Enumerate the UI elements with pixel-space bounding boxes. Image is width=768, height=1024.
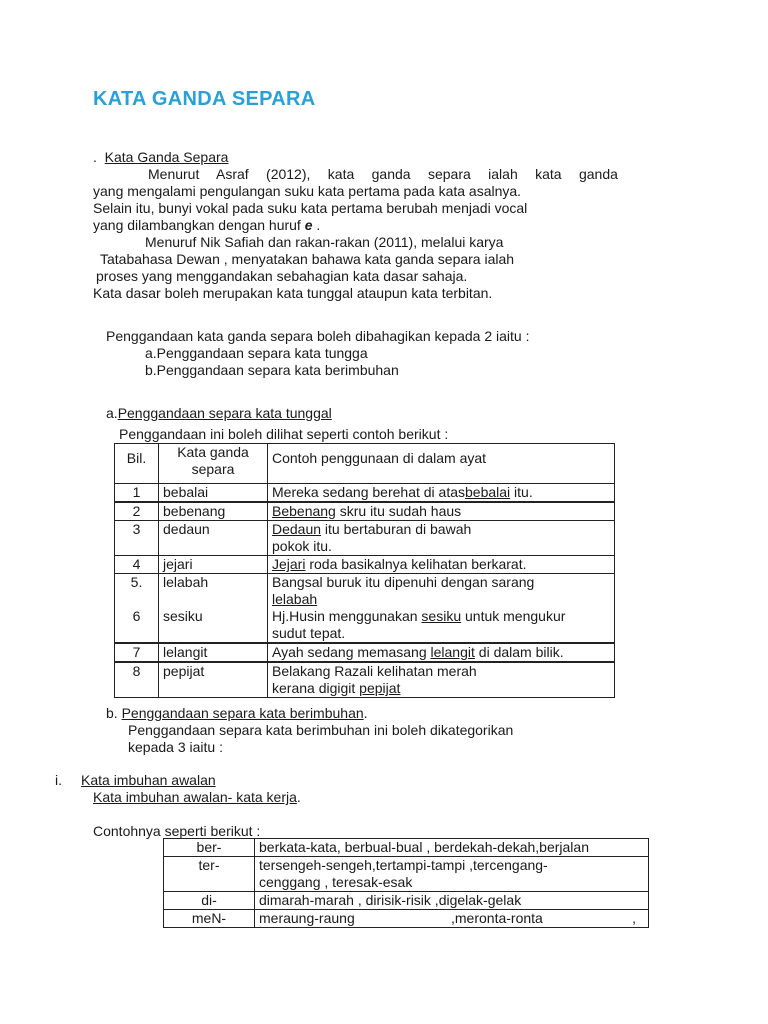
section-b-line1: Penggandaan separa kata berimbuhan ini boleh dikategorikan — [128, 722, 514, 738]
row-bil: 3 — [115, 521, 159, 556]
row-contoh — [268, 662, 615, 698]
row-bil: 5. — [115, 574, 159, 609]
row-kata: bebalai — [159, 484, 268, 503]
row-kata: dedaun — [159, 521, 268, 556]
contoh-word: bebalai — [465, 484, 511, 500]
section-b-suffix: . — [363, 705, 368, 721]
contoh-word: lelabah — [272, 591, 318, 607]
row-bil: 6 — [115, 608, 159, 643]
contoh-text: Belakang Razali kelihatan merah — [272, 663, 477, 679]
examples-line1: tersengeh-sengeh,tertampi-tampi ,tercengang- — [259, 857, 548, 873]
table-row — [164, 892, 649, 910]
table-row — [115, 502, 615, 521]
row-examples — [255, 910, 649, 928]
contoh-text: Bangsal buruk itu dipenuhi dengan sarang — [272, 574, 535, 590]
table-row — [115, 662, 615, 698]
division-item-b: b.Penggandaan separa kata berimbuhan — [145, 362, 399, 378]
section-b-prefix: b. — [106, 705, 122, 721]
para1-text: Menurut Asraf (2012), kata ganda separa ialah kata ganda — [148, 166, 618, 182]
examples-line1c: , — [632, 910, 636, 926]
section-heading-row — [93, 149, 228, 166]
section-i-subheading-row — [93, 789, 301, 806]
section-i-subheading: Kata imbuhan awalan- kata kerja — [93, 789, 297, 805]
contoh-word: Bebenang — [272, 503, 336, 519]
row-contoh — [268, 521, 615, 556]
contoh-word: lelangit — [430, 644, 475, 660]
row-contoh — [268, 608, 615, 643]
para2-line1: Menuruf Nik Safiah dan rakan-rakan (2011), melalui karya — [145, 234, 504, 250]
contoh-text-end: itu bertaburan di bawah — [321, 521, 472, 537]
table-row — [115, 484, 615, 503]
row-kata: sesiku — [159, 608, 268, 643]
row-prefix: di- — [164, 892, 255, 910]
para3: Kata dasar boleh merupakan kata tunggal ataupun kata terbitan. — [93, 285, 493, 301]
row-prefix: meN- — [164, 910, 255, 928]
header-kata — [159, 444, 268, 484]
row-bil: 7 — [115, 643, 159, 662]
para1-line4-text: yang dilambangkan dengan huruf — [93, 217, 305, 233]
row-kata: jejari — [159, 556, 268, 574]
section-a-heading-row — [106, 405, 332, 422]
contoh-text-end: itu. — [510, 484, 533, 500]
examples-line1: meraung-raung — [259, 910, 355, 926]
division-item-a: a.Penggandaan separa kata tungga — [145, 345, 368, 361]
contoh-text: Hj.Husin menggunakan — [272, 608, 422, 624]
row-contoh — [268, 502, 615, 521]
section-b-line2: kepada 3 iaitu : — [128, 739, 223, 755]
row-kata: lelabah — [159, 574, 268, 609]
contoh-text: Mereka sedang berehat di atas — [272, 484, 466, 500]
contoh-text: Ayah sedang memasang — [272, 644, 431, 660]
contoh-line2: sudut tepat. — [272, 625, 346, 641]
table-row — [164, 857, 649, 892]
bullet: . — [93, 149, 97, 165]
example-table — [114, 443, 615, 698]
row-kata: pepijat — [159, 662, 268, 698]
row-bil: 4 — [115, 556, 159, 574]
row-contoh — [268, 484, 615, 503]
contoh-text-end: di dalam bilik. — [474, 644, 564, 660]
row-examples — [255, 857, 649, 892]
row-prefix: ber- — [164, 839, 255, 857]
section-a-heading: Penggandaan separa kata tunggal — [117, 405, 332, 421]
contoh-line2: kerana digigit — [272, 680, 360, 696]
prefix-table — [163, 838, 649, 928]
contoh-text-end: untuk mengukur — [461, 608, 566, 624]
contoh-word: sesiku — [421, 608, 462, 624]
section-heading: Kata Ganda Separa — [104, 149, 229, 165]
para1-line1 — [93, 166, 670, 183]
table-row — [115, 643, 615, 662]
para1-line4-end: . — [312, 217, 321, 233]
examples-line2: cenggang , teresak-esak — [259, 874, 413, 890]
section-a-intro: Penggandaan ini boleh dilihat seperti contoh berikut : — [119, 426, 449, 442]
division-intro: Penggandaan kata ganda separa boleh dibahagikan kepada 2 iaitu : — [106, 328, 530, 344]
section-i-subsuffix: . — [296, 789, 301, 805]
row-examples: berkata-kata, berbual-bual , berdekah-dekah,berjalan — [255, 839, 649, 857]
contoh-word: pepijat — [359, 680, 401, 696]
section-a-prefix: a. — [106, 405, 118, 421]
para1-line2: yang mengalami pengulangan suku kata pertama pada kata asalnya. — [93, 183, 522, 199]
section-i-intro: Contohnya seperti berikut : — [93, 823, 261, 839]
para2-line2: Tatabahasa Dewan , menyatakan bahawa kata ganda separa ialah — [100, 251, 515, 267]
para2-line3: proses yang menggandakan sebahagian kata dasar sahaja. — [96, 268, 468, 284]
table-row — [115, 608, 615, 643]
table-row — [115, 521, 615, 556]
section-b-heading-row — [106, 705, 368, 722]
row-kata: bebenang — [159, 502, 268, 521]
row-bil: 1 — [115, 484, 159, 503]
table-row — [164, 839, 649, 857]
section-i-numeral: i. — [55, 772, 62, 788]
row-contoh — [268, 643, 615, 662]
row-kata: lelangit — [159, 643, 268, 662]
row-examples: dimarah-marah , dirisik-risik ,digelak-gelak — [255, 892, 649, 910]
row-bil: 2 — [115, 502, 159, 521]
header-kata-line1: Kata ganda — [177, 444, 249, 460]
table-row — [115, 556, 615, 574]
para1-line4 — [93, 217, 320, 234]
row-contoh — [268, 574, 615, 609]
contoh-word: Dedaun — [272, 521, 322, 537]
section-b-heading: Penggandaan separa kata berimbuhan — [121, 705, 364, 721]
letter-e: e — [304, 217, 313, 233]
section-i-heading: Kata imbuhan awalan — [81, 772, 216, 788]
table-row — [164, 910, 649, 928]
contoh-text-end: roda basikalnya kelihatan berkarat. — [305, 556, 527, 572]
examples-line1b: ,meronta-ronta — [451, 910, 543, 926]
header-kata-line2: separa — [191, 461, 235, 477]
page-title: KATA GANDA SEPARA — [93, 88, 316, 110]
row-contoh — [268, 556, 615, 574]
table-header-row — [115, 444, 615, 484]
para1-line3: Selain itu, bunyi vokal pada suku kata pertama berubah menjadi vocal — [93, 200, 528, 216]
row-bil: 8 — [115, 662, 159, 698]
header-bil: Bil. — [115, 444, 159, 484]
contoh-word: Jejari — [272, 556, 306, 572]
row-prefix: ter- — [164, 857, 255, 892]
contoh-line2: pokok itu. — [272, 538, 332, 554]
contoh-text-end: skru itu sudah haus — [335, 503, 462, 519]
table-row — [115, 574, 615, 609]
header-contoh: Contoh penggunaan di dalam ayat — [268, 444, 615, 484]
